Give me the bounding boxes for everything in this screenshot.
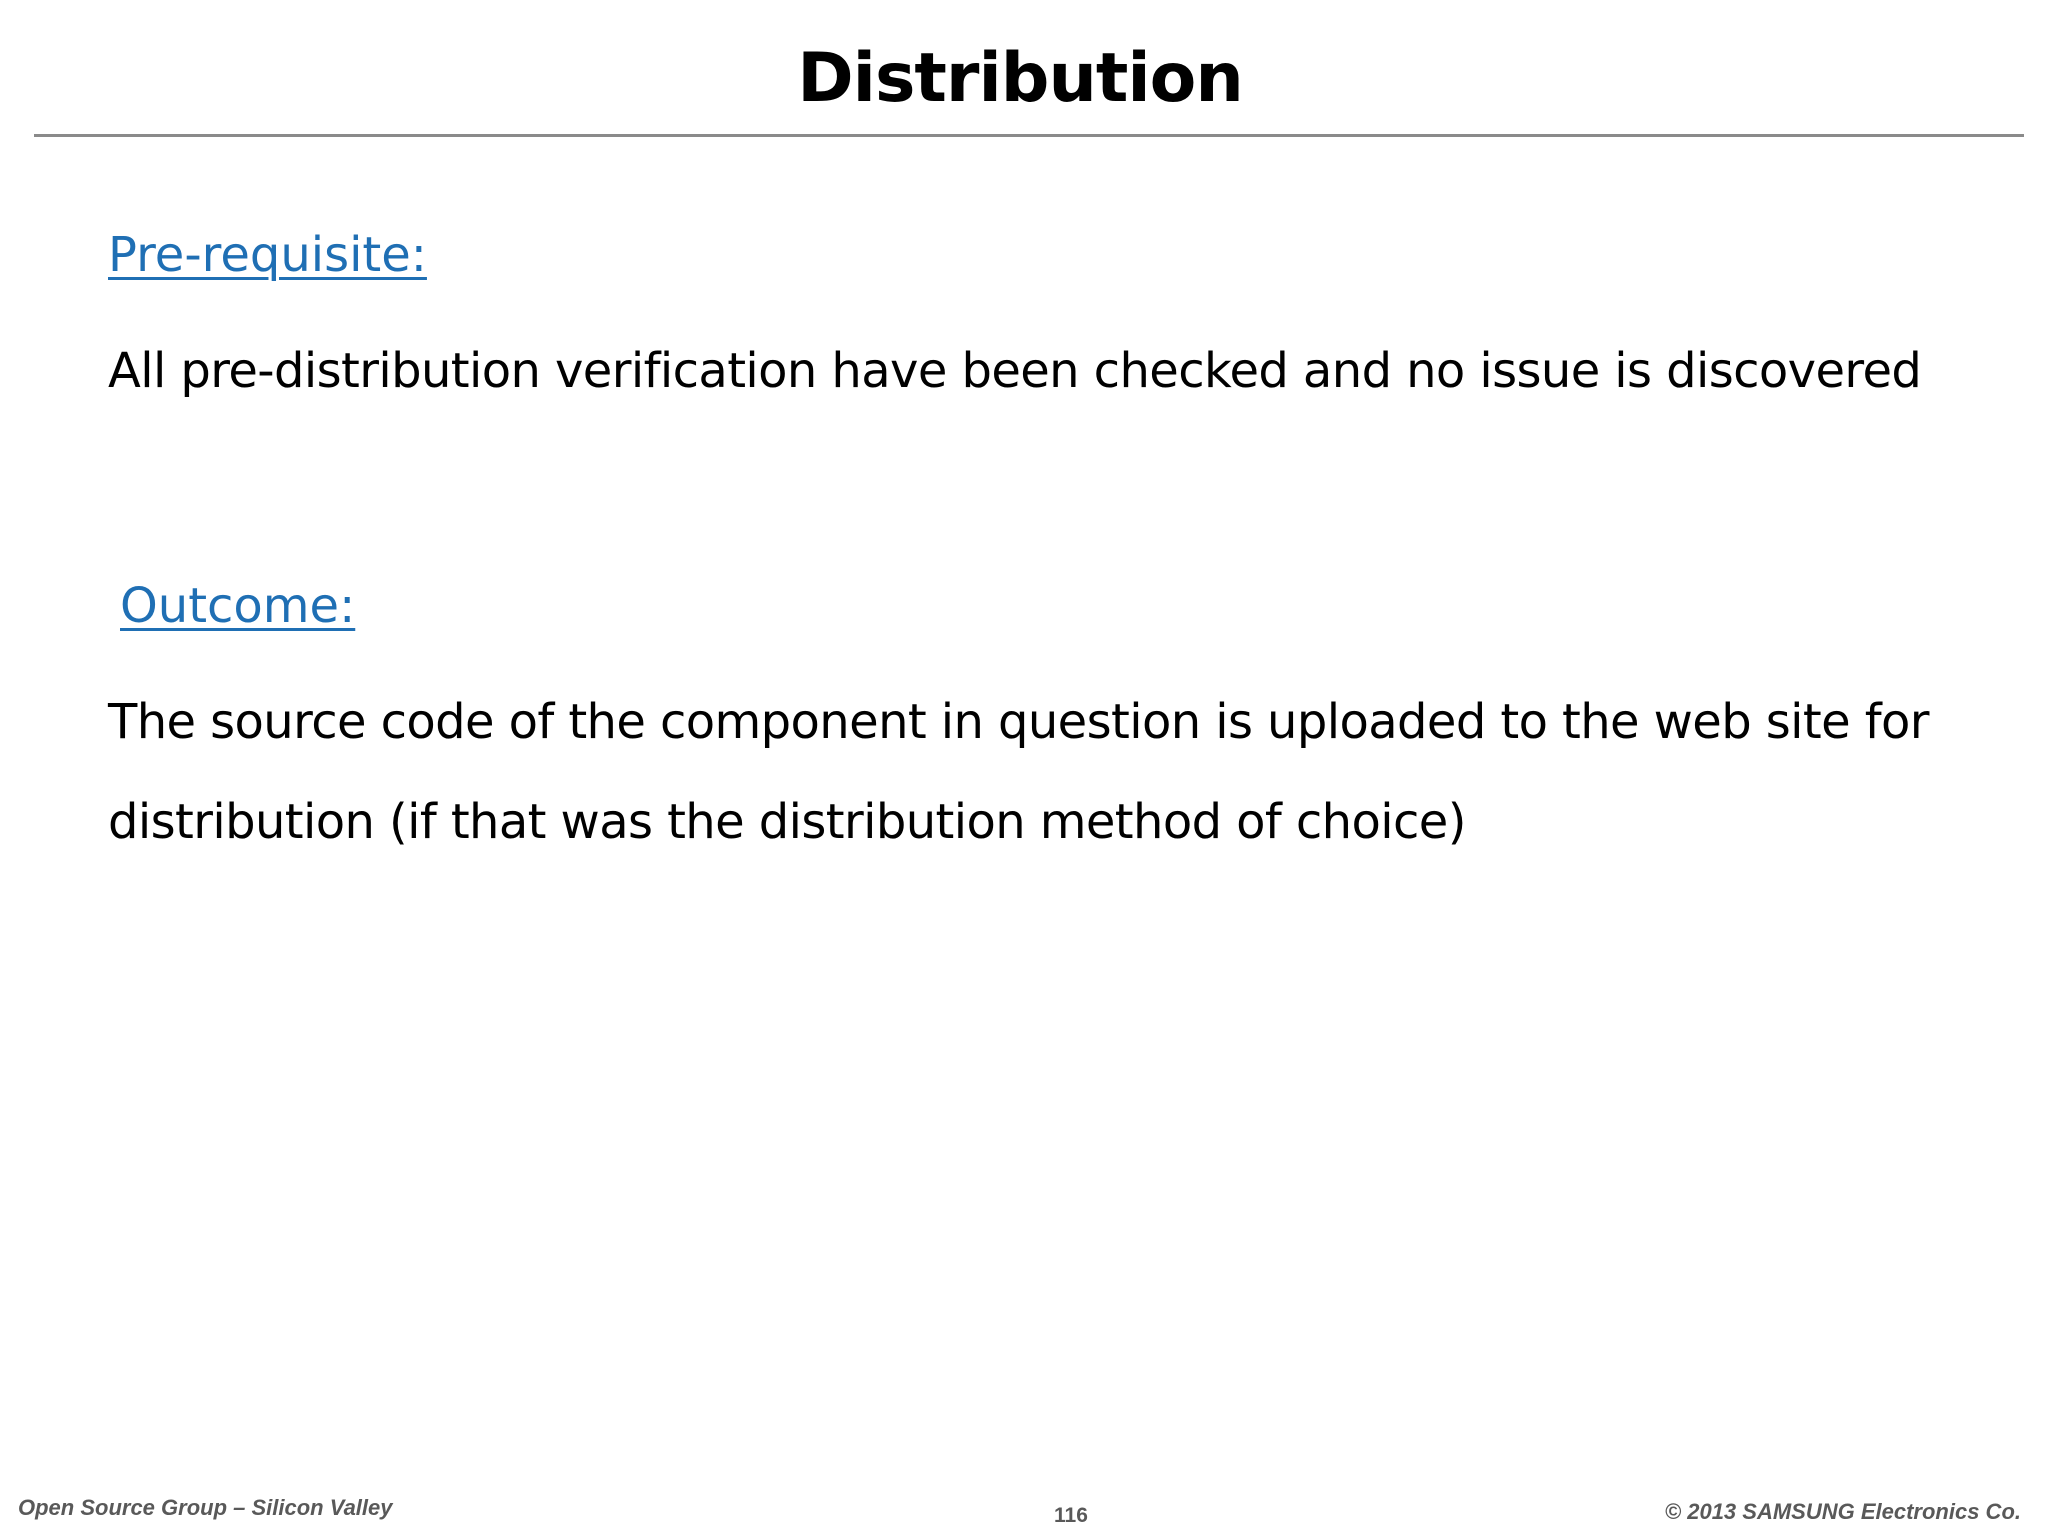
title-divider	[34, 134, 2024, 137]
outcome-text-line-2: distribution (if that was the distribution method of choice)	[108, 794, 1466, 850]
outcome-heading[interactable]: Outcome:	[120, 578, 356, 634]
page-number: 116	[1054, 1504, 1088, 1527]
prerequisite-text: All pre-distribution verification have been checked and no issue is discovered	[108, 343, 1922, 399]
prerequisite-heading[interactable]: Pre-requisite:	[108, 227, 427, 283]
footer-group-label: Open Source Group – Silicon Valley	[18, 1495, 393, 1520]
outcome-text-line-1: The source code of the component in question is uploaded to the web site for	[108, 694, 1929, 750]
footer-copyright: © 2013 SAMSUNG Electronics Co.	[1664, 1499, 2021, 1524]
slide-title: Distribution	[797, 39, 1243, 118]
